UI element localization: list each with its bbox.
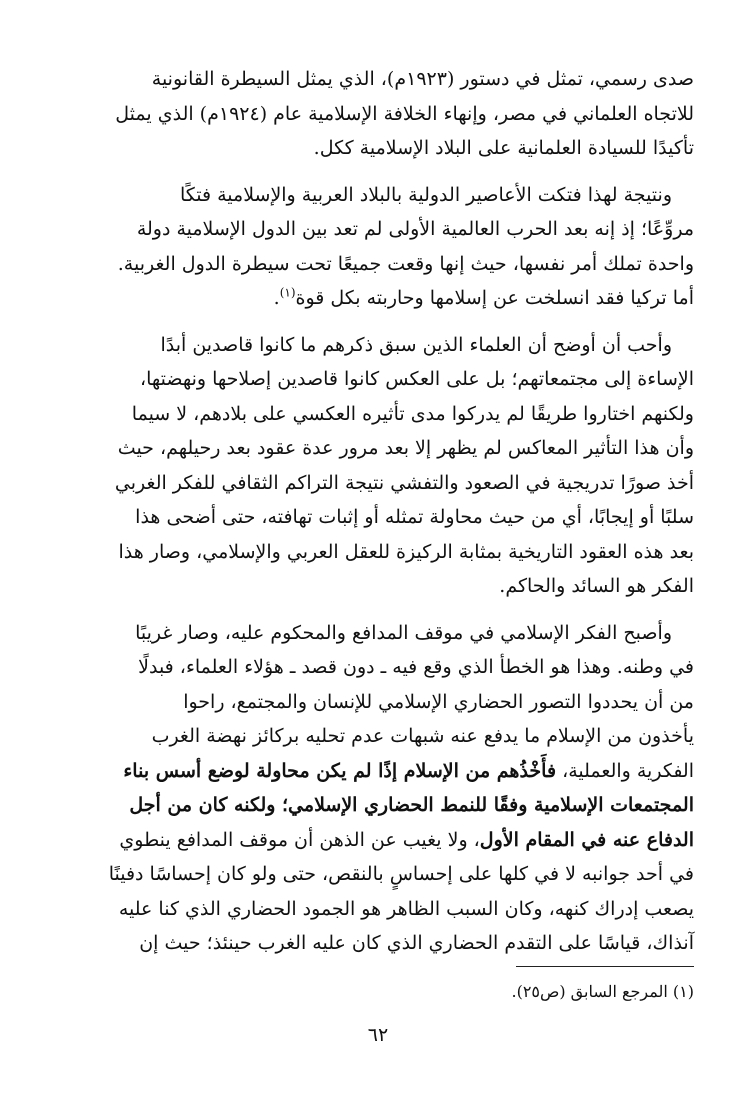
text-line: سلبًا أو إيجابًا، أي من حيث محاولة تمثله أو إثبات تهافته، حتى أضحى هذا xyxy=(135,506,694,528)
text-line: يأخذون من الإسلام ما يدفع عنه شبهات عدم تحليه بركائز نهضة الغرب xyxy=(151,725,694,747)
text-line: وأحب أن أوضح أن العلماء الذين سبق ذكرهم ما كانوا قاصدين أبدًا xyxy=(160,333,672,356)
footnote: (١) المرجع السابق (ص٢٥). xyxy=(511,982,694,1001)
text-line: الإساءة إلى مجتمعاتهم؛ بل على العكس كانوا قاصدين إصلاحها ونهضتها، xyxy=(139,368,694,390)
text-line: مروِّعًا؛ إذ إنه بعد الحرب العالمية الأولى لم تعد بين الدول الإسلامية دولة xyxy=(136,218,694,240)
text-segment: أما تركيا فقد انسلخت عن إسلامها وحاربته بكل قوة xyxy=(295,287,694,309)
bold-text-segment: الدفاع عنه في المقام الأول xyxy=(479,828,694,851)
text-line: ونتيجة لهذا فتكت الأعاصير الدولية بالبلاد العربية والإسلامية فتكًا xyxy=(179,183,672,206)
text-line xyxy=(64,823,694,858)
text-segment: ، ولا يغيب عن الذهن أن موقف المدافع ينطوي xyxy=(119,828,480,851)
text-segment: . xyxy=(273,287,280,309)
text-line: آنذاك، قياسًا على التقدم الحضاري الذي كان عليه الغرب حينئذ؛ حيث إن xyxy=(139,932,694,954)
bold-text-segment: فأَخْذُهم من الإسلام إذًا لم يكن محاولة لوضع أسس بناء xyxy=(123,759,557,782)
paragraph-3 xyxy=(64,328,694,604)
text-line: ولكنهم اختاروا طريقًا لم يدركوا مدى تأثيره العكسي على بلادهم، لا سيما xyxy=(131,402,694,425)
page-body xyxy=(64,62,694,973)
text-line xyxy=(64,281,694,316)
text-line: الفكر هو السائد والحاكم. xyxy=(499,575,694,597)
text-line: من أن يحددوا التصور الحضاري الإسلامي للإنسان والمجتمع، راحوا xyxy=(183,690,694,713)
bold-text-line: المجتمعات الإسلامية وفقًا للنمط الحضاري الإسلامي؛ ولكنه كان من أجل xyxy=(129,794,694,816)
text-line: أخذ صورًا تدريجية في الصعود والتفشي نتيجة التراكم الثقافي للفكر الغربي xyxy=(114,471,694,494)
paragraph-4 xyxy=(64,616,694,961)
text-line: في أحد جوانبه لا في كلها على إحساسٍ بالنقص، حتى ولو كان إحساسًا دفينًا xyxy=(108,863,694,885)
text-line: للاتجاه العلماني في مصر، وإنهاء الخلافة الإسلامية عام (١٩٢٤م) الذي يمثل xyxy=(115,102,694,125)
text-line: واحدة تملك أمر نفسها، حيث إنها وقعت جميعًا تحت سيطرة الدول الغربية. xyxy=(117,252,694,275)
text-segment: الفكرية والعملية، xyxy=(556,759,694,782)
footnote-divider xyxy=(516,966,694,967)
text-line xyxy=(64,754,694,789)
text-line: وأصبح الفكر الإسلامي في موقف المدافع والمحكوم عليه، وصار غريبًا xyxy=(135,621,672,644)
text-line: في وطنه. وهذا هو الخطأ الذي وقع فيه ـ دون قصد ـ هؤلاء العلماء، فبدلًا xyxy=(138,656,694,678)
text-line: وأن هذا التأثير المعاكس لم يظهر إلا بعد مرور عدة عقود بعد رحيلهم، حيث xyxy=(117,437,694,459)
footnote-reference: (١) xyxy=(279,285,296,300)
page-number: ٦٢ xyxy=(367,1024,389,1046)
text-line: تأكيدًا للسيادة العلمانية على البلاد الإسلامية ككل. xyxy=(313,137,694,159)
text-line: بعد هذه العقود التاريخية بمثابة الركيزة للعقل العربي والإسلامي، وصار هذا xyxy=(118,540,694,563)
text-line: صدى رسمي، تمثل في دستور (١٩٢٣م)، الذي يمثل السيطرة القانونية xyxy=(151,68,694,90)
paragraph-2 xyxy=(64,178,694,316)
paragraph-1 xyxy=(64,62,694,166)
text-line: يصعب إدراك كنهه، وكان السبب الظاهر هو الجمود الحضاري الذي كنا عليه xyxy=(118,897,694,920)
